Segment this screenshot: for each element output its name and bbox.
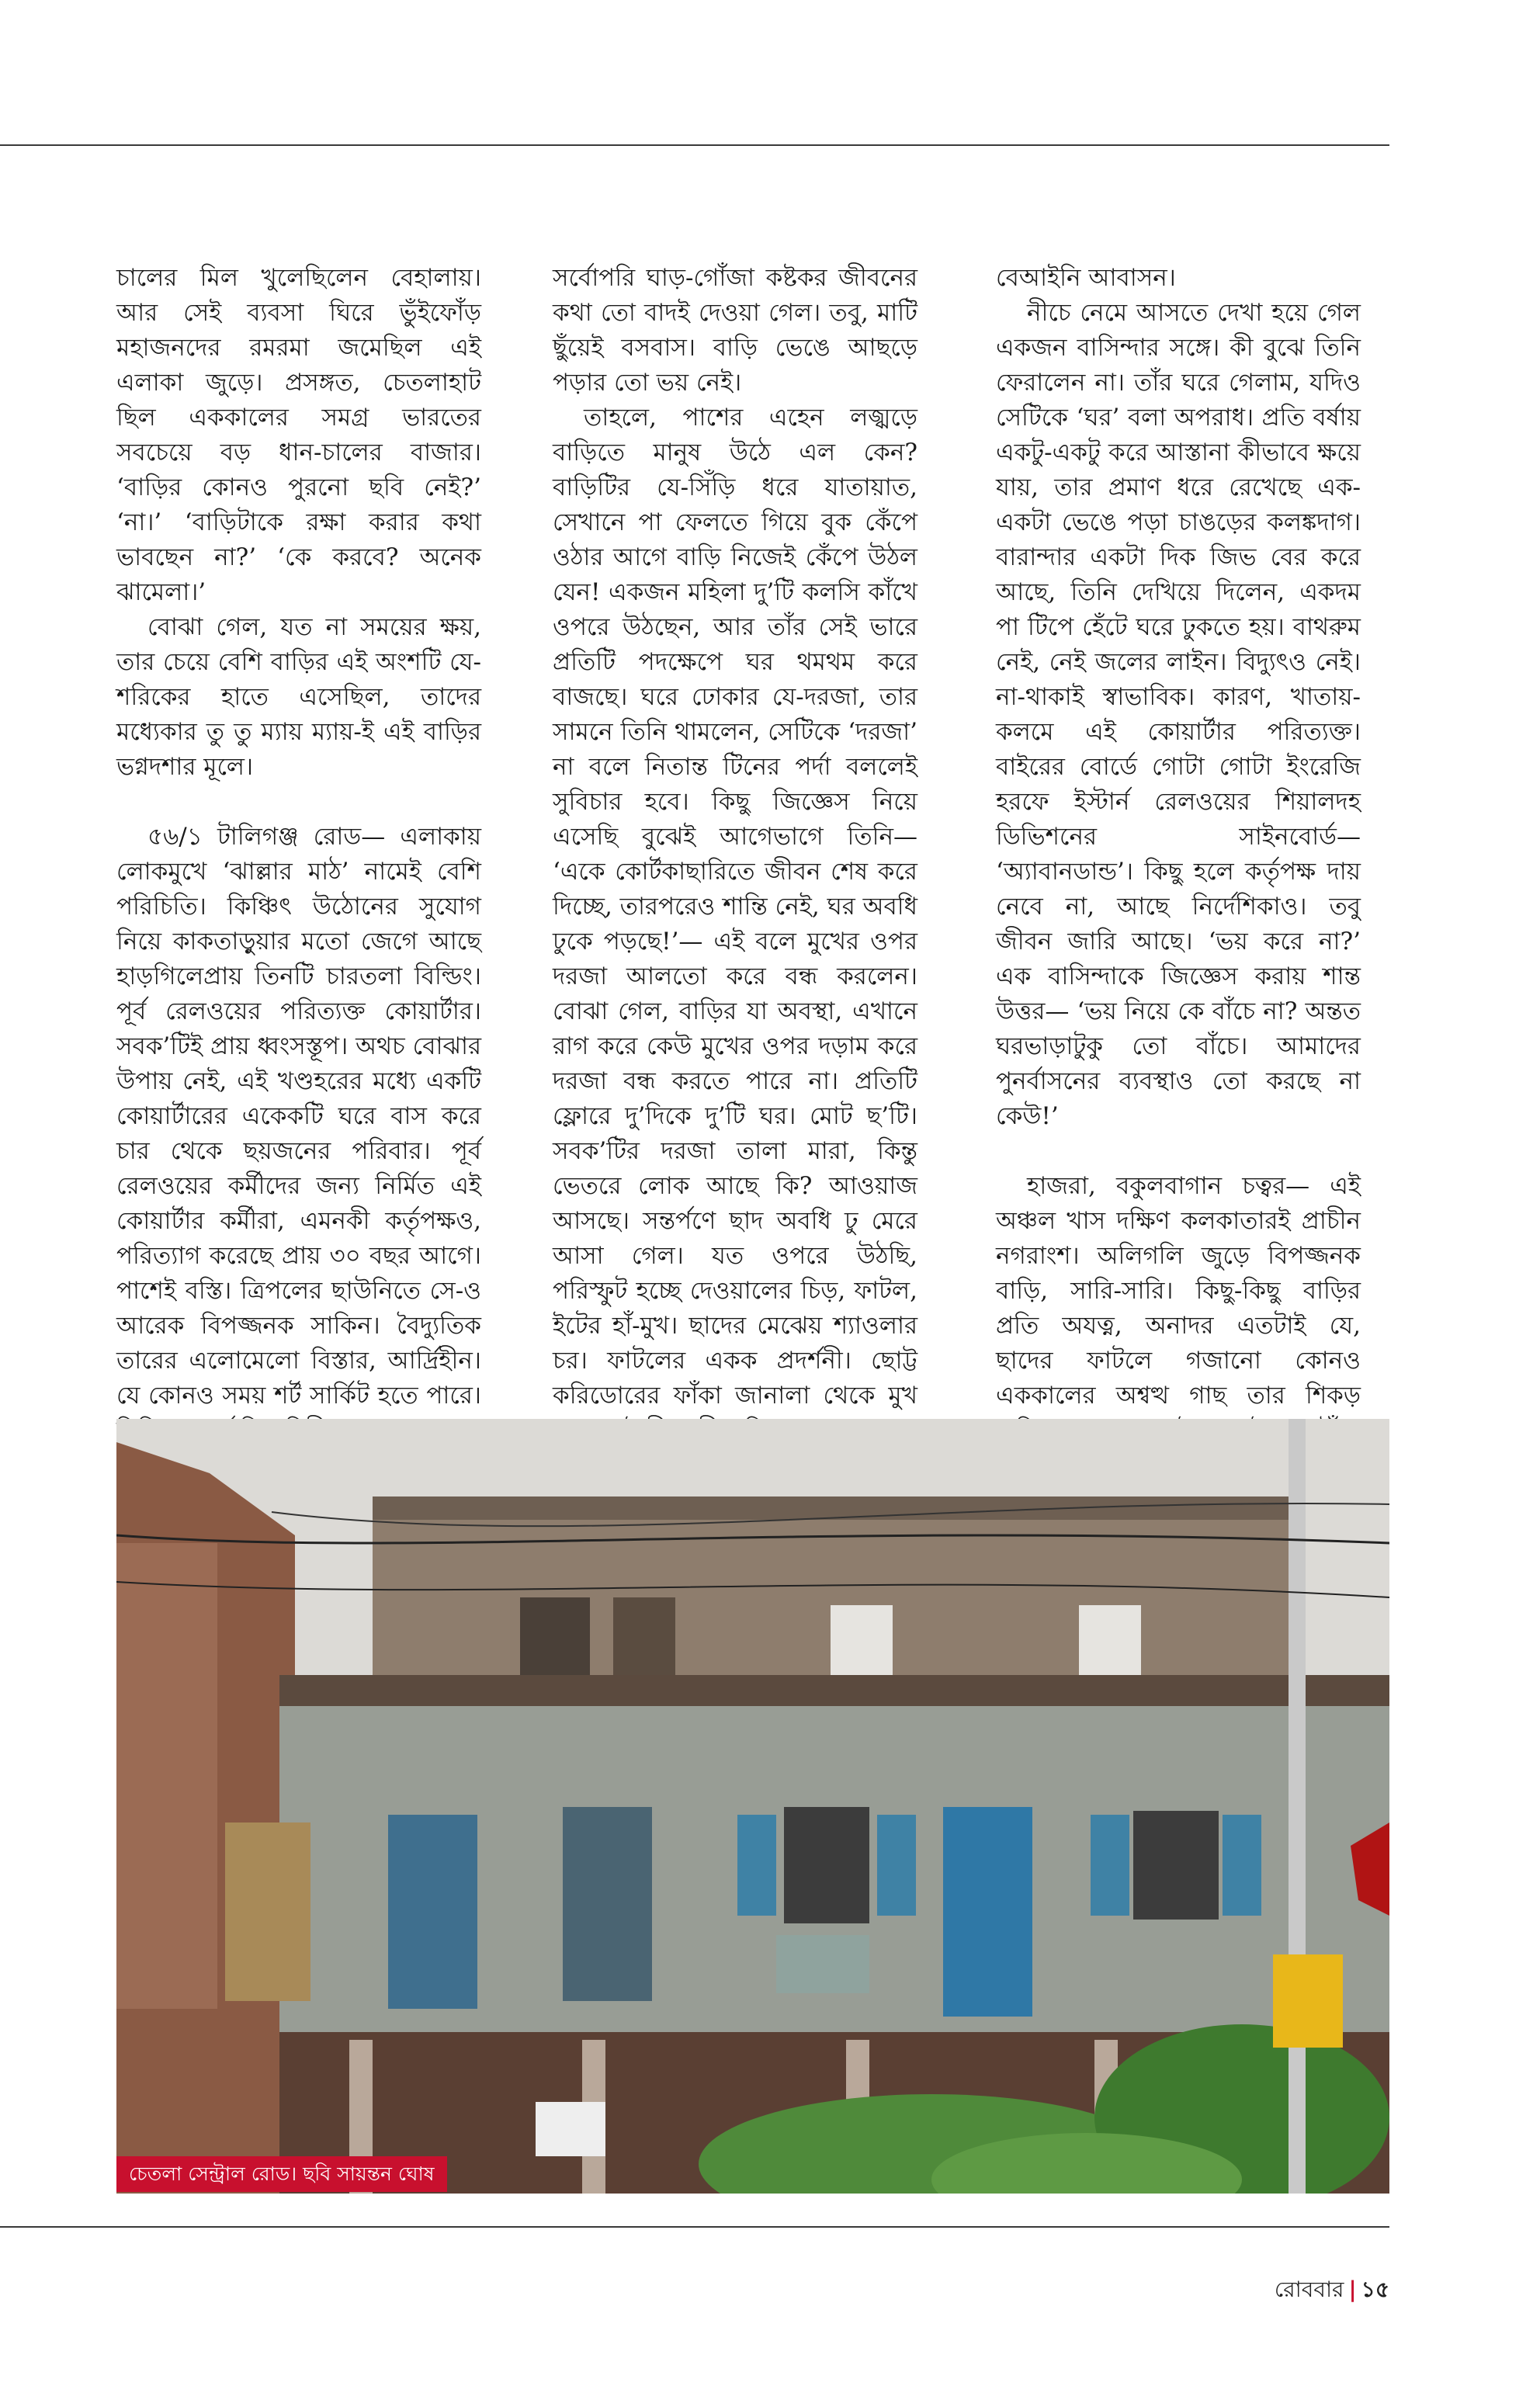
text-column-2 (553, 261, 917, 1518)
paragraph: ৫৬/১ টালিগঞ্জ রোড— এলাকায় লোকমুখে ‘ঝাল্লার মাঠ’ নামেই বেশি পরিচিতি। কিঞ্চিৎ উঠোনের সুযোগ নিয়ে কাকতাড়ুয়ার মতো জেগে আছে হাড়গিলেপ্রায় তিনটি চারতলা বিল্ডিং। পূর্ব রেলওয়ের পরিত্যক্ত কোয়ার্টার। সবক’টিই প্রায় ধ্বংসস্তূপ। অথচ বোঝার উপায় নেই, এই খণ্ডহরের মধ্যে একটি কোয়ার্টারের একেকটি ঘরে বাস করে চার থেকে ছয়জনের পরিবার। পূর্ব রেলওয়ের কর্মীদের জন্য নির্মিত এই কোয়ার্টার কর্মীরা, এমনকী কর্তৃপক্ষও, পরিত্যাগ করেছে প্রায় ৩০ বছর আগে। পাশেই বস্তি। ত্রিপলের ছাউনিতে সে-ও আরেক বিপজ্জনক সাকিন। বৈদ্যুতিক তারের এলোমেলো বিস্তার, আর্দ্রিহীন। যে কোনও সময় শর্ট সার্কিট হতে পারে। (116, 823, 481, 1410)
footer-separator: | (1348, 2277, 1357, 2302)
building-photo (116, 1419, 1389, 2194)
paragraph: সর্বোপরি ঘাড়-গোঁজা কষ্টকর জীবনের কথা তো বাদই দেওয়া গেল। তবু, মাটি ছুঁয়েই বসবাস। বাড়ি ভেঙে আছড়ে পড়ার তো ভয় নেই। (553, 264, 917, 397)
bottom-rule (0, 2226, 1389, 2228)
magazine-name: রোববার (1274, 2277, 1344, 2302)
paragraph: বোঝা গেল, যত না সময়ের ক্ষয়, তার চেয়ে বেশি বাড়ির এই অংশটি যে-শরিকের হাতে এসেছিল, তাদের মধ্যেকার তু তু ম্যায় ম্যায়-ই এই বাড়ির ভগ্নদশার মূলে। (116, 613, 481, 781)
text-column-3 (996, 261, 1361, 1518)
photo-caption: চেতলা সেন্ট্রাল রোড। ছবি সায়ন্তন ঘোষ (116, 2156, 447, 2192)
paragraph: হাজরা, বকুলবাগান চত্বর— এই অঞ্চল খাস দক্ষিণ কলকাতারই প্রাচীন নগরাংশ। অলিগলি জুড়ে বিপজ্জনক বাড়ি, সারি-সারি। কিছু-কিছু বাড়ির প্রতি অযত্ন, অনাদর এতটাই যে, ছাদের ফাটলে গজানো কোনও এককালের অশ্বত্থ গাছ তার শিকড় (996, 1172, 1361, 1410)
text-column-1 (116, 261, 481, 1448)
paragraph: চালের মিল খুলেছিলেন বেহালায়। আর সেই ব্যবসা ঘিরে ভুঁইফোঁড় মহাজনদের রমরমা জমেছিল এই এলাকা জুড়ে। প্রসঙ্গত, চেতলাহাট ছিল এককালের সমগ্র ভারতের সবচেয়ে বড় ধান-চালের বাজার। ‘বাড়ির কোনও পুরনো ছবি নেই?’ ‘না।’ ‘বাড়িটাকে রক্ষা করার কথা ভাবছেন না?’ ‘কে করবে? অনেক ঝামেলা।’ (116, 264, 481, 606)
paragraph: নীচে নেমে আসতে দেখা হয়ে গেল একজন বাসিন্দার সঙ্গে। কী বুঝে তিনি ফেরালেন না। তাঁর ঘরে গেলাম, যদিও সেটিকে ‘ঘর’ বলা অপরাধ। প্রতি বর্ষায় একটু-একটু করে আস্তানা কীভাবে ক্ষয়ে যায়, তার প্রমাণ ধরে রেখেছে এক-একটা ভেঙে পড়া চাঙড়ের কলঙ্কদাগ। বারান্দার একটা দিক জিভ বের করে আছে, তিনি দেখিয়ে দিলেন, একদম পা টিপে হেঁটে ঘরে ঢুকতে হয়। বাথরুম নেই, নেই জলের লাইন। বিদ্যুৎও নেই। না-থাকাই স্বাভাবিক। কারণ, খাতায়-কলমে এই কোয়ার্টার পরিত্যক্ত। বাইরের বোর্ডে গোটা গোটা ইংরেজি হরফে ইস্টার্ন রেলওয়ের শিয়ালদহ ডিভিশনের সাইনবোর্ড— ‘অ্যাবানডান্ড’। কিছু হলে কর্তৃপক্ষ দায় নেবে না, আছে নির্দেশিকাও। তবু জীবন জারি আছে। ‘ভয় করে না?’ এক বাসিন্দাকে জিজ্ঞেস করায় শান্ত উত্তর— ‘ভয় নিয়ে কে বাঁচে না? অন্তত ঘরভাড়াটুকু তো বাঁচে। আমাদের পুনর্বাসনের ব্যবস্থাও তো করছে না কেউ!’ (996, 299, 1361, 1130)
paragraph: তাহলে, পাশের এহেন লজ্ঝড়ে বাড়িতে মানুষ উঠে এল কেন? বাড়িটির যে-সিঁড়ি ধরে যাতায়াত, সেখানে পা ফেলতে গিয়ে বুক কেঁপে ওঠার আগে বাড়ি নিজেই কেঁপে উঠল যেন! একজন মহিলা দু’টি কলসি কাঁখে ওপরে উঠছেন, আর তাঁর সেই ভারে প্রতিটি পদক্ষেপে ঘর থমথম করে বাজছে। ঘরে ঢোকার যে-দরজা, তার সামনে তিনি থামলেন, সেটিকে ‘দরজা’ না বলে নিতান্ত টিনের পর্দা বললেই সুবিচার হবে। কিছু জিজ্ঞেস নিয়ে এসেছি বুঝেই আগেভাগে তিনি— ‘একে কোর্টকাছারিতে জীবন শেষ করে দিচ্ছে, তারপরেও শান্তি নেই, ঘর অবধি ঢুকে পড়ছে!’— এই বলে মুখের ওপর দরজা আলতো করে বন্ধ করলেন। বোঝা গেল, বাড়ির যা অবস্থা, এখানে রাগ করে কেউ মুখের ওপর দড়াম করে দরজা বন্ধ করতে পারে না। প্রতিটি ফ্লোরে দু’দিকে দু’টি ঘর। মোট ছ’টি। সবক’টির দরজা তালা মারা, কিন্তু ভেতরে লোক আছে কি? আওয়াজ আসছে। সন্তর্পণে ছাদ অবধি ঢু মেরে আসা গেল। যত ওপরে উঠছি, পরিস্ফুট হচ্ছে দেওয়ালের চিড়, ফাটল, ইটের হাঁ-মুখ। ছাদের মেঝেয় শ্যাওলার চর। ফাটলের একক প্রদর্শনী। ছোট্ট করিডোরের ফাঁকা জানালা থেকে মুখ (553, 404, 917, 1410)
page-number: ১৫ (1361, 2277, 1389, 2302)
dilapidated-building-illustration (116, 1419, 1389, 2194)
paragraph: বেআইনি আবাসন। (996, 264, 1176, 292)
page-footer (1275, 2273, 1389, 2309)
top-rule (0, 144, 1389, 146)
